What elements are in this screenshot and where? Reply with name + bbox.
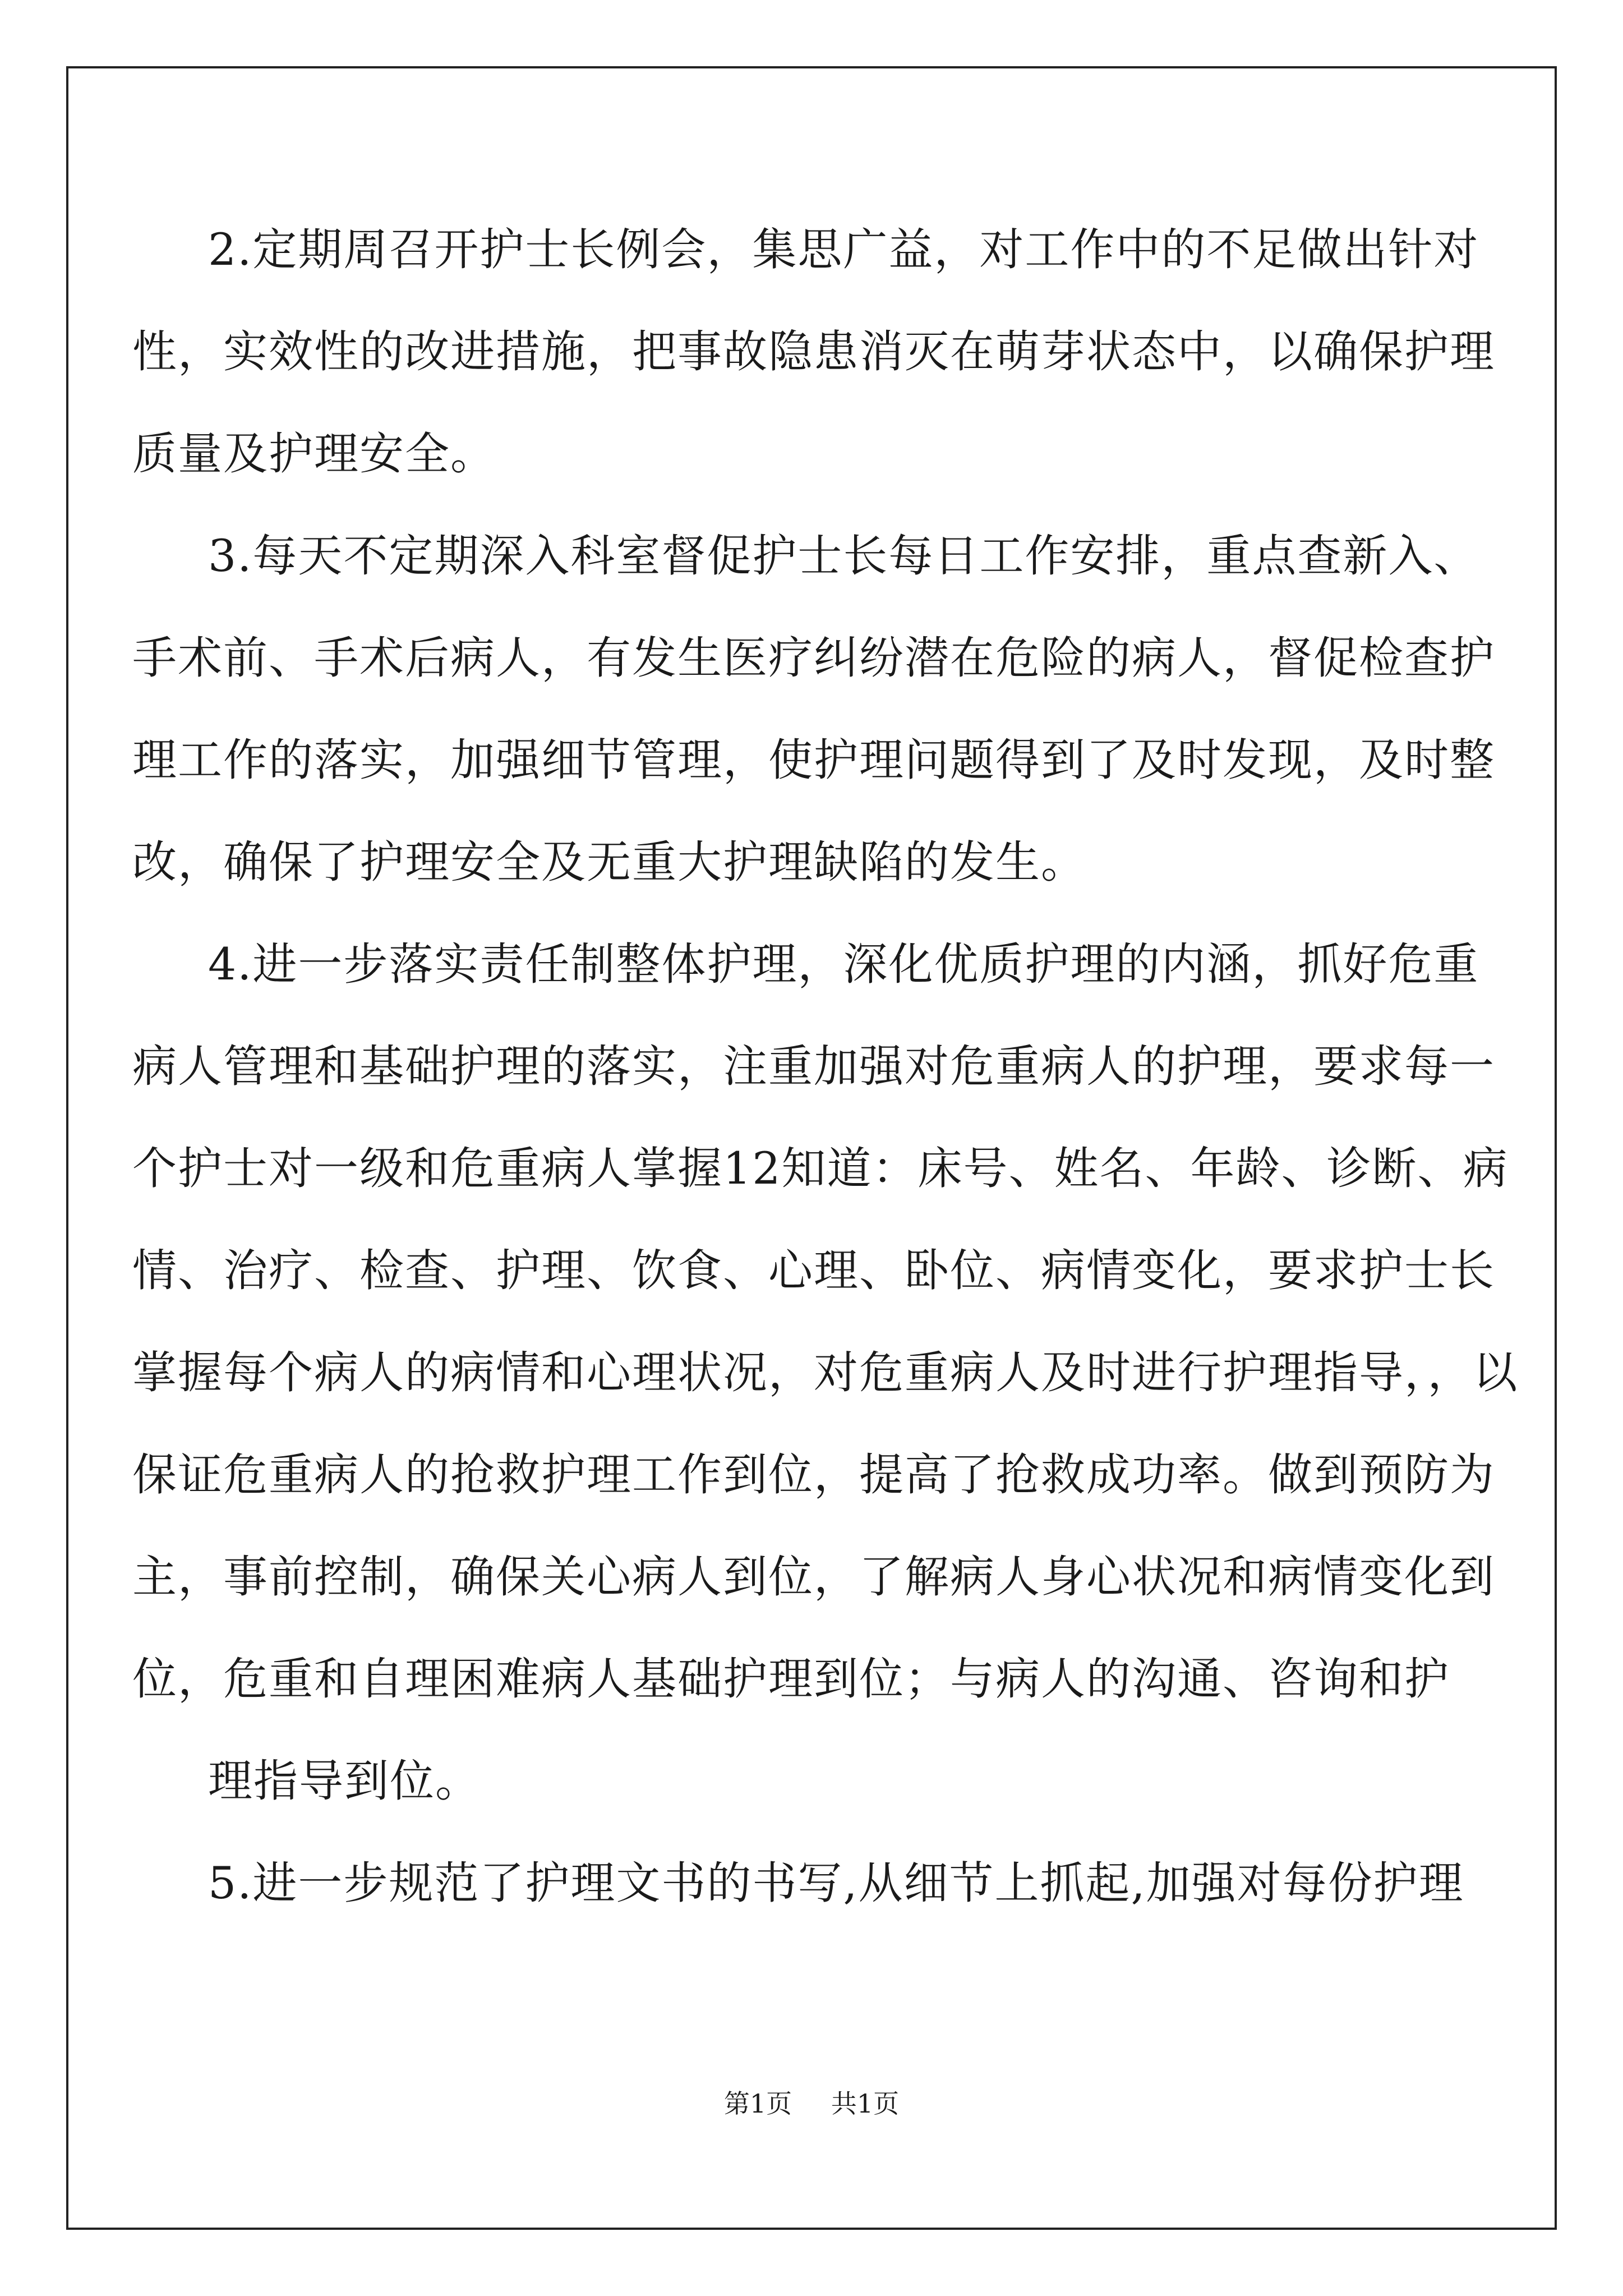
paragraph-3-line-3: 理工作的落实，加强细节管理，使护理问题得到了及时发现，及时整: [132, 734, 1495, 786]
paragraph-4-line-4: 情、治疗、检查、护理、饮食、心理、卧位、病情变化，要求护士长: [132, 1245, 1495, 1296]
paragraph-4-line-6: 保证危重病人的抢救护理工作到位，提高了抢救成功率。做到预防为: [132, 1449, 1495, 1501]
paragraph-4-line-5: 掌握每个病人的病情和心理状况，对危重病人及时进行护理指导，，以: [132, 1347, 1519, 1398]
page-total: 共1页: [831, 2088, 900, 2119]
paragraph-4-line-2: 病人管理和基础护理的落实，注重加强对危重病人的护理，要求每一: [132, 1041, 1495, 1092]
paragraph-4-line-9: 理指导到位。: [208, 1755, 481, 1807]
paragraph-4-line-1: 4.进一步落实责任制整体护理，深化优质护理的内涵，抓好危重: [208, 938, 1479, 990]
paragraph-5-line-1: 5.进一步规范了护理文书的书写,从细节上抓起,加强对每份护理: [208, 1857, 1464, 1909]
page-footer: [0, 2087, 1623, 2120]
paragraph-3-line-2: 手术前、手术后病人，有发生医疗纠纷潜在危险的病人，督促检查护: [132, 632, 1495, 684]
paragraph-2-line-2: 性，实效性的改进措施，把事故隐患消灭在萌芽状态中，以确保护理: [132, 326, 1495, 378]
page-number: 第1页: [723, 2088, 792, 2119]
paragraph-3-line-4: 改，确保了护理安全及无重大护理缺陷的发生。: [132, 836, 1086, 888]
paragraph-4-line-7: 主，事前控制，确保关心病人到位，了解病人身心状况和病情变化到: [132, 1551, 1495, 1603]
paragraph-4-line-3: 个护士对一级和危重病人掌握12知道：床号、姓名、年龄、诊断、病: [132, 1143, 1509, 1194]
paragraph-2-line-3: 质量及护理安全。: [132, 428, 496, 480]
paragraph-4-line-8: 位，危重和自理困难病人基础护理到位；与病人的沟通、咨询和护: [132, 1653, 1450, 1705]
paragraph-3-line-1: 3.每天不定期深入科室督促护士长每日工作安排，重点查新入、: [208, 530, 1479, 582]
paragraph-2-line-1: 2.定期周召开护士长例会，集思广益，对工作中的不足做出针对: [208, 224, 1479, 275]
